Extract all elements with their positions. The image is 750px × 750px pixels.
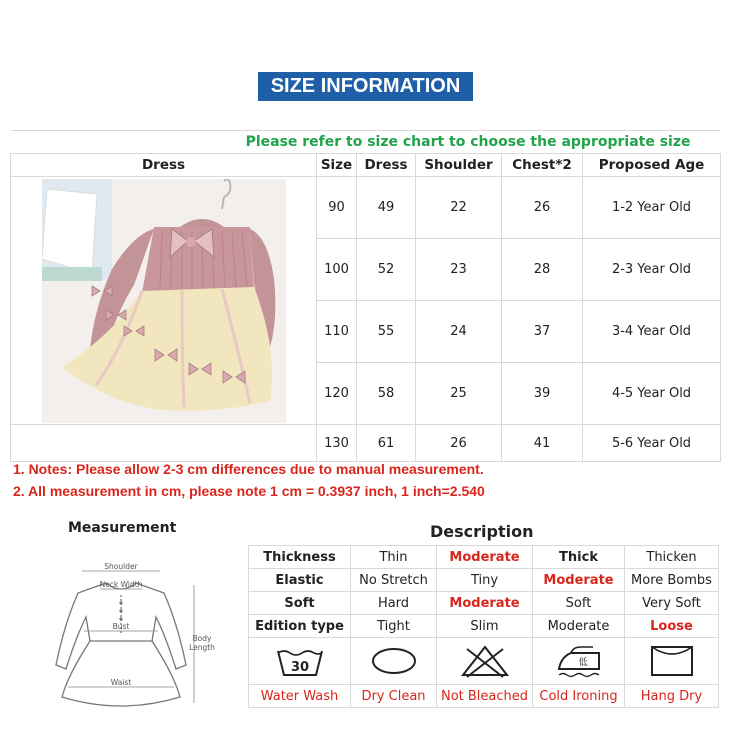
dress-product-image: [42, 179, 286, 423]
refer-size-text: Please refer to size chart to choose the appropriate size: [11, 131, 721, 154]
cold-ironing-label: Cold Ironing: [533, 685, 625, 708]
table-row: [11, 425, 721, 462]
age-cell: 3-4 Year Old: [583, 301, 721, 363]
care-icon-cell: [625, 638, 719, 685]
header-chest: Chest*2: [502, 154, 583, 177]
bust-label: Bust: [112, 622, 130, 631]
selected-option-cell: Loose: [625, 615, 719, 638]
note-unit-conversion: 2. All measurement in cm, please note 1 cm = 0.3937 inch, 1 inch=2.540: [13, 483, 485, 499]
iron-temperature-label: 低: [577, 658, 588, 668]
option-cell: Tight: [351, 615, 437, 638]
option-cell: Thicken: [625, 546, 719, 569]
water-wash-label: Water Wash: [249, 685, 351, 708]
care-icon-cell: [533, 638, 625, 685]
option-cell: Slim: [437, 615, 533, 638]
chest-cell: 26: [502, 177, 583, 239]
size-cell: 130: [317, 425, 357, 462]
edition-type-label: Edition type: [249, 615, 351, 638]
chest-cell: 39: [502, 363, 583, 425]
measurement-title: Measurement: [68, 520, 177, 536]
dry-clean-label: Dry Clean: [351, 685, 437, 708]
dress-length-cell: 61: [357, 425, 416, 462]
header-shoulder: Shoulder: [416, 154, 502, 177]
thickness-label: Thickness: [249, 546, 351, 569]
body-label: Body: [192, 634, 212, 643]
age-cell: 4-5 Year Old: [583, 363, 721, 425]
selected-option-cell: Moderate: [437, 592, 533, 615]
selected-option-cell: Moderate: [437, 546, 533, 569]
shoulder-cell: 24: [416, 301, 502, 363]
cold-ironing-icon: [553, 643, 605, 679]
shoulder-cell: 25: [416, 363, 502, 425]
dress-length-cell: 58: [357, 363, 416, 425]
note-manual-measurement: 1. Notes: Please allow 2-3 cm differences due to manual measurement.: [13, 461, 484, 477]
size-information-banner: SIZE INFORMATION: [258, 72, 473, 101]
chest-cell: 28: [502, 239, 583, 301]
age-cell: 5-6 Year Old: [583, 425, 721, 462]
soft-label: Soft: [249, 592, 351, 615]
chest-cell: 41: [502, 425, 583, 462]
option-cell: No Stretch: [351, 569, 437, 592]
option-cell: Hard: [351, 592, 437, 615]
table-row: [11, 177, 721, 239]
option-cell: Tiny: [437, 569, 533, 592]
dry-clean-icon: [368, 643, 420, 679]
shoulder-cell: 22: [416, 177, 502, 239]
option-cell: Soft: [533, 592, 625, 615]
dress-length-cell: 49: [357, 177, 416, 239]
option-cell: Thick: [533, 546, 625, 569]
option-cell: Thin: [351, 546, 437, 569]
header-size: Size: [317, 154, 357, 177]
care-icon-cell: [249, 638, 351, 685]
not-bleached-label: Not Bleached: [437, 685, 533, 708]
elastic-row: [249, 569, 719, 592]
description-title: Description: [430, 522, 534, 541]
selected-option-cell: Moderate: [533, 569, 625, 592]
size-cell: 100: [317, 239, 357, 301]
shoulder-cell: 23: [416, 239, 502, 301]
care-icons-row: [249, 638, 719, 685]
edition-type-row: [249, 615, 719, 638]
hang-dry-icon: [646, 643, 698, 679]
header-dress: Dress: [11, 154, 317, 177]
care-icon-cell: [351, 638, 437, 685]
description-table: [248, 545, 719, 708]
elastic-label: Elastic: [249, 569, 351, 592]
water-wash-icon: [274, 643, 326, 679]
header-proposed-age: Proposed Age: [583, 154, 721, 177]
option-cell: Very Soft: [625, 592, 719, 615]
measurement-diagram: [48, 545, 218, 715]
option-cell: More Bombs: [625, 569, 719, 592]
header-dress-length: Dress: [357, 154, 416, 177]
waist-label: Waist: [110, 678, 132, 687]
neck-width-label: Neck Width: [99, 580, 143, 589]
size-cell: 120: [317, 363, 357, 425]
option-cell: Moderate: [533, 615, 625, 638]
chest-cell: 37: [502, 301, 583, 363]
size-cell: 110: [317, 301, 357, 363]
dress-photo-cell: [11, 177, 317, 425]
length-label: Length: [189, 643, 215, 652]
shoulder-label: Shoulder: [104, 562, 138, 571]
hang-dry-label: Hang Dry: [625, 685, 719, 708]
not-bleached-icon: [459, 643, 511, 679]
age-cell: 2-3 Year Old: [583, 239, 721, 301]
care-labels-row: [249, 685, 719, 708]
dress-length-cell: 55: [357, 301, 416, 363]
thickness-row: [249, 546, 719, 569]
soft-row: [249, 592, 719, 615]
care-icon-cell: [437, 638, 533, 685]
size-cell: 90: [317, 177, 357, 239]
age-cell: 1-2 Year Old: [583, 177, 721, 239]
size-chart-table: [10, 130, 721, 462]
wash-temperature: 30: [290, 660, 309, 675]
empty-photo-cell: [11, 425, 317, 462]
size-table-header-row: [11, 154, 721, 177]
dress-length-cell: 52: [357, 239, 416, 301]
shoulder-cell: 26: [416, 425, 502, 462]
